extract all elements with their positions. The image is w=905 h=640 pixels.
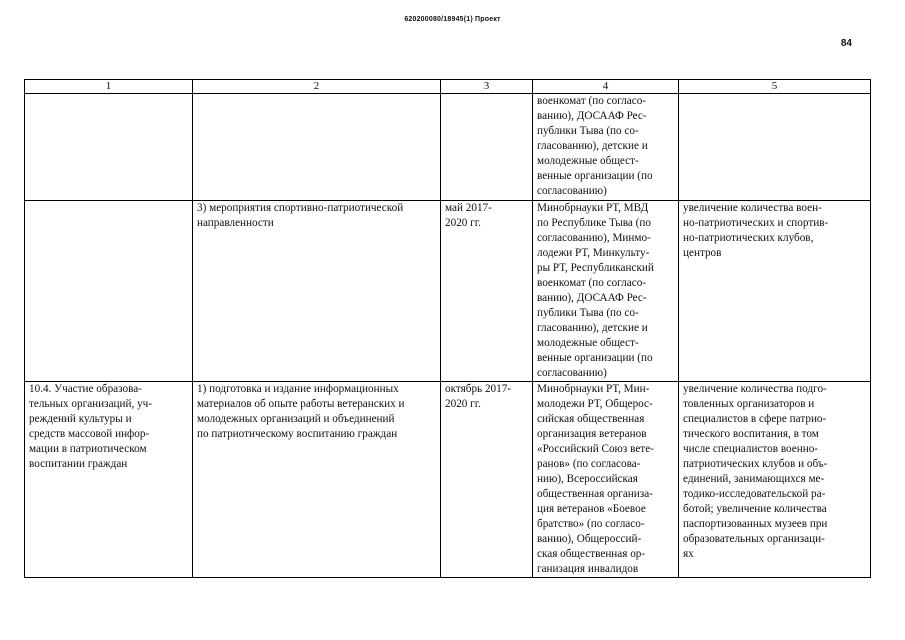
cell-text-line: Минобрнауки РТ, МВД [537,202,649,214]
cell-text-line: публики Тыва (по со- [537,125,639,137]
cell-text-line: мации в патриотическом [29,443,147,455]
cell-text-line: ванию), ДОСААФ Рес- [537,110,647,122]
cell-text-line: ванию), ДОСААФ Рес- [537,292,647,304]
cell-executors [533,201,679,382]
cell-text-line: товленных организаторов и [683,398,815,410]
cell-task [25,94,193,201]
table-row [25,201,871,382]
cell-text-line: патриотических клубов и объ- [683,458,828,470]
cell-result [679,94,871,201]
cell-text-line: материалов об опыте работы ветеранских и [197,398,405,410]
cell-text-line: май 2017- [445,202,492,214]
plan-table [24,79,871,578]
cell-period [441,382,533,578]
cell-text-line: увеличение количества воен- [683,202,822,214]
cell-text-line: ская общественная ор- [537,548,646,560]
cell-text-line: направленности [197,217,274,229]
cell-text-line: нию), Всероссийская [537,473,638,485]
cell-text-line: 1) подготовка и издание информационных [197,383,399,395]
cell-text-line: по Республике Тыва (по [537,217,651,229]
cell-text-line: образовательных организаци- [683,533,825,545]
cell-text-line: братство» (по согласо- [537,518,645,530]
cell-text-line: 2020 гг. [445,217,481,229]
cell-text-line: октябрь 2017- [445,383,512,395]
cell-text-line: гласованию), детские и [537,140,648,152]
cell-text-line: публики Тыва (по со- [537,307,639,319]
cell-text-line: «Российский Союз вете- [537,443,654,455]
cell-text-line: воспитании граждан [29,458,128,470]
cell-text-line: специалистов в сфере патрио- [683,413,827,425]
cell-text-line: организация ветеранов [537,428,647,440]
column-header-2: 2 [193,80,441,94]
cell-result [679,201,871,382]
cell-text-line: лодежи РТ, Минкульту- [537,247,650,259]
cell-text-line: общественная организа- [537,488,653,500]
column-header-3: 3 [441,80,533,94]
cell-executors [533,382,679,578]
cell-text-line: ях [683,548,694,560]
cell-activity [193,382,441,578]
cell-text-line: военкомат (по согласо- [537,277,647,289]
cell-text-line: 2020 гг. [445,398,481,410]
table-row [25,94,871,201]
cell-text-line: гласованию), детские и [537,322,648,334]
document-id-header: 620200080/18945(1) Проект [404,16,501,23]
cell-text-line: военкомат (по согласо- [537,95,647,107]
cell-text-line: реждений культуры и [29,413,132,425]
cell-activity [193,201,441,382]
cell-text-line: числе специалистов военно- [683,443,819,455]
header-row [25,80,871,94]
cell-text-line: ботой; увеличение количества [683,503,827,515]
cell-text-line: средств массовой инфор- [29,428,150,440]
cell-text-line: тического воспитания, в том [683,428,819,440]
cell-text-line: сийская общественная [537,413,645,425]
cell-text-line: тельных организаций, уч- [29,398,153,410]
cell-text-line: молодежи РТ, Общерос- [537,398,653,410]
cell-text-line: Минобрнауки РТ, Мин- [537,383,650,395]
cell-text-line: согласованию) [537,367,607,379]
cell-text-line: паспортизованных музеев при [683,518,828,530]
cell-text-line: 10.4. Участие образова- [29,383,142,395]
table-row [25,382,871,578]
cell-text-line: тодико-исследовательской ра- [683,488,826,500]
cell-executors [533,94,679,201]
cell-text-line: ция ветеранов «Боевое [537,503,646,515]
cell-text-line: согласованию), Минмо- [537,232,651,244]
cell-text-line: 3) мероприятия спортивно-патриотической [197,202,404,214]
cell-period [441,201,533,382]
cell-text-line: согласованию) [537,185,607,197]
column-header-5: 5 [679,80,871,94]
cell-text-line: ранов» (по согласова- [537,458,641,470]
cell-text-line: венные организации (по [537,352,653,364]
cell-text-line: молодежные общест- [537,155,639,167]
cell-period [441,94,533,201]
cell-text-line: центров [683,247,722,259]
cell-text-line: единений, занимающихся ме- [683,473,825,485]
column-header-4: 4 [533,80,679,94]
page-number: 84 [840,38,852,49]
cell-text-line: ганизация инвалидов [537,563,639,575]
cell-text-line: ванию), Общероссий- [537,533,642,545]
cell-text-line: но-патриотических и спортив- [683,217,829,229]
cell-task [25,382,193,578]
cell-result [679,382,871,578]
cell-text-line: молодежных организаций и объединений [197,413,395,425]
cell-text-line: венные организации (по [537,170,653,182]
cell-text-line: увеличение количества подго- [683,383,827,395]
cell-text-line: по патриотическому воспитанию граждан [197,428,398,440]
cell-text-line: молодежные общест- [537,337,639,349]
cell-task [25,201,193,382]
cell-text-line: но-патриотических клубов, [683,232,814,244]
column-header-1: 1 [25,80,193,94]
cell-text-line: ры РТ, Республиканский [537,262,654,274]
cell-activity [193,94,441,201]
